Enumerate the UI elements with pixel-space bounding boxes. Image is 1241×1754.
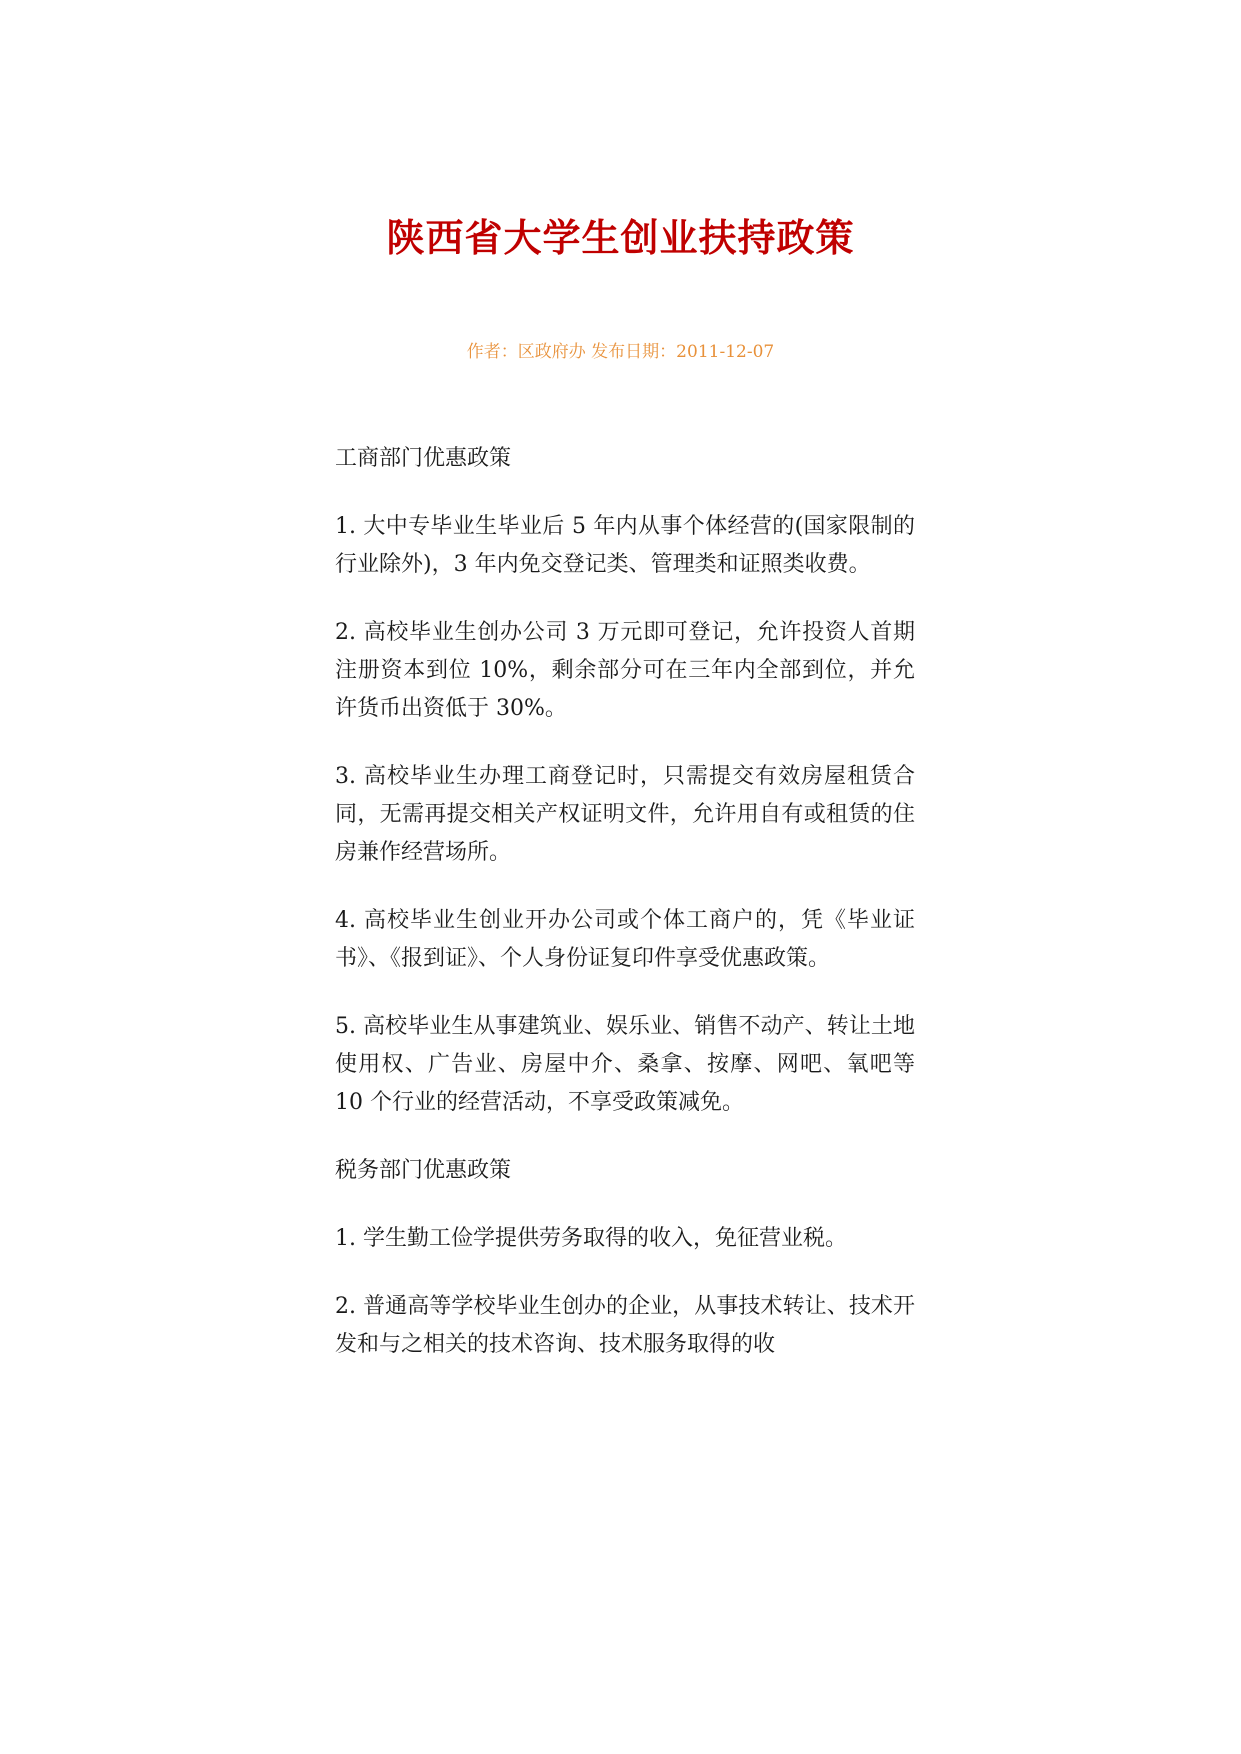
section-heading-tax: 税务部门优惠政策	[335, 1158, 512, 1183]
section-heading-commerce: 工商部门优惠政策	[335, 446, 512, 471]
paragraph: 5. 高校毕业生从事建筑业、娱乐业、销售不动产、转让土地使用权、广告业、房屋中介、桑拿、按摩、网吧、氧吧等 10 个行业的经营活动，不享受政策减免。	[335, 1014, 915, 1115]
paragraph: 1. 大中专毕业生毕业后 5 年内从事个体经营的(国家限制的行业除外)，3 年内免交登记类、管理类和证照类收费。	[335, 514, 915, 577]
paragraph: 1. 学生勤工俭学提供劳务取得的收入，免征营业税。	[335, 1226, 847, 1251]
document-body	[335, 440, 915, 1394]
paragraph: 4. 高校毕业生创业开办公司或个体工商户的，凭《毕业证书》、《报到证》、个人身份证复印件享受优惠政策。	[335, 908, 915, 971]
document-meta: 作者：区政府办 发布日期：2011-12-07	[466, 342, 775, 362]
document-title: 陕西省大学生创业扶持政策	[386, 215, 855, 260]
paragraph: 2. 高校毕业生创办公司 3 万元即可登记，允许投资人首期注册资本到位 10%，剩余部分可在三年内全部到位，并允许货币出资低于 30%。	[335, 620, 915, 721]
paragraph: 3. 高校毕业生办理工商登记时，只需提交有效房屋租赁合同，无需再提交相关产权证明文件，允许用自有或租赁的住房兼作经营场所。	[335, 764, 915, 865]
paragraph: 2. 普通高等学校毕业生创办的企业，从事技术转让、技术开发和与之相关的技术咨询、技术服务取得的收	[335, 1294, 915, 1357]
